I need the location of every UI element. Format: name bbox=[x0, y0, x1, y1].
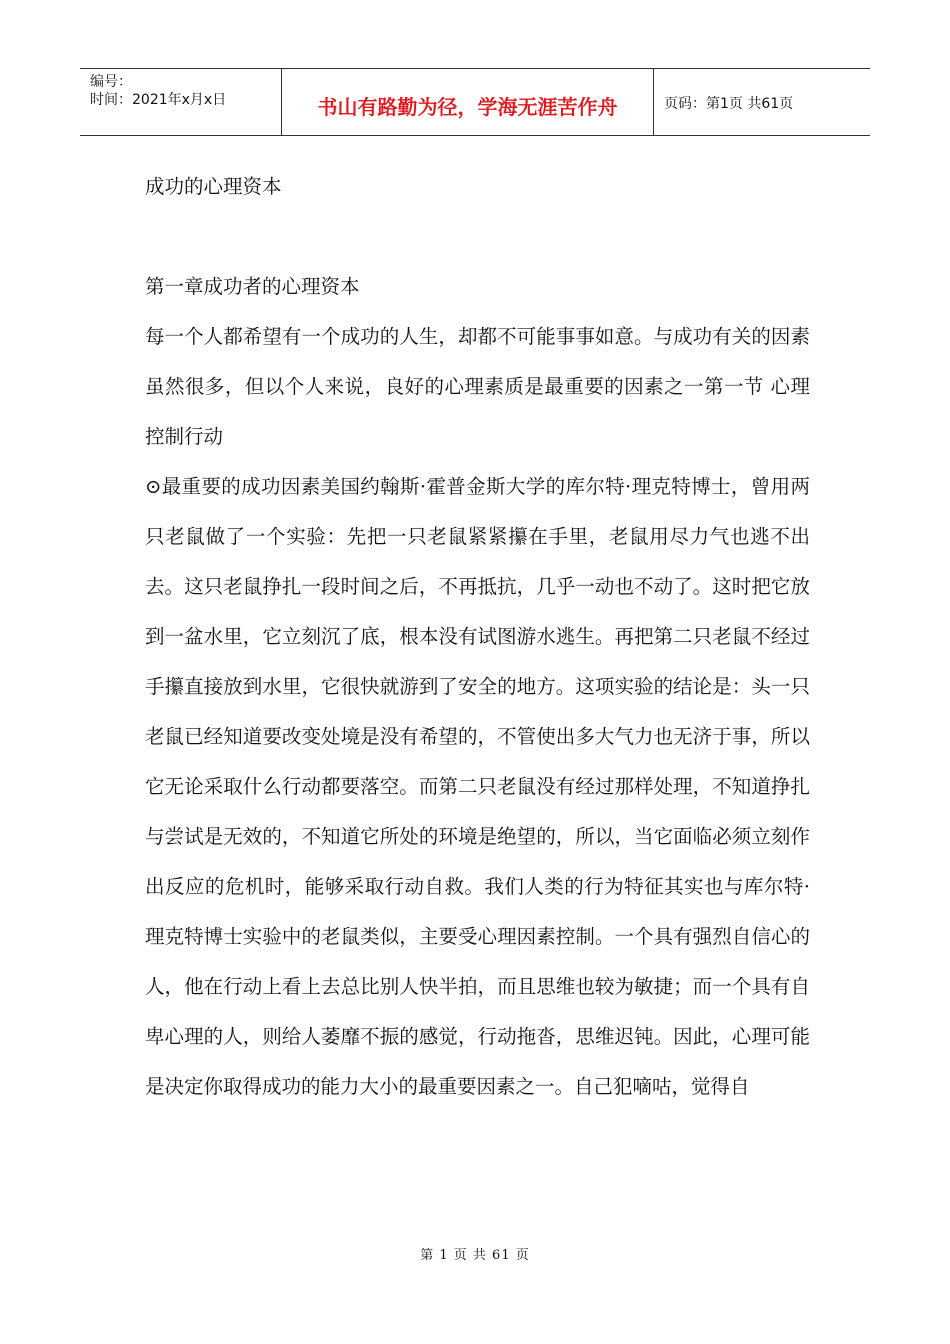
document-number: 编号： bbox=[90, 74, 132, 90]
document-content bbox=[145, 162, 810, 1112]
chapter-heading: 第一章成功者的心理资本 bbox=[145, 275, 360, 298]
intro-paragraph: 每一个人都希望有一个成功的人生，却都不可能事事如意。与成功有关的因素虽然很多，但以个人来说，良好的心理素质是最重要的因素之一第一节 心理控制行动 bbox=[145, 325, 810, 448]
header-page-info: 页码：第1页 共61页 bbox=[664, 96, 794, 112]
document-time: 时间：2021年x月x日 bbox=[90, 92, 227, 108]
page-header bbox=[80, 68, 870, 136]
page-footer: 第 1 页 共 61 页 bbox=[420, 1248, 530, 1263]
document-title: 成功的心理资本 bbox=[145, 175, 282, 198]
header-meta bbox=[80, 69, 282, 135]
body-paragraph: ⊙最重要的成功因素美国约翰斯·霍普金斯大学的库尔特·理克特博士，曾用两只老鼠做了一个实验：先把一只老鼠紧紧攥在手里，老鼠用尽力气也逃不出去。这只老鼠挣扎一段时间之后，不再抵抗，几乎一动也不动了。这时把它放到一盆水里，它立刻沉了底，根本没有试图游水逃生。再把第二只老鼠不经过手攥直接放到水里，它很快就游到了安全的地方。这项实验的结论是：头一只老鼠已经知道要改变处境是没有希望的，不管使出多大气力也无济于事，所以它无论采取什么行动都要落空。而第二只老鼠没有经过那样处理，不知道挣扎与尝试是无效的，不知道它所处的环境是绝望的，所以，当它面临必须立刻作出反应的危机时，能够采取行动自救。我们人类的行为特征其实也与库尔特·理克特博士实验中的老鼠类似，主要受心理因素控制。一个具有强烈自信心的人，他在行动上看上去总比别人快半拍，而且思维也较为敏捷；而一个具有自卑心理的人，则给人萎靡不振的感觉，行动拖沓，思维迟钝。因此，心理可能是决定你取得成功的能力大小的最重要因素之一。自己犯嘀咕，觉得自 bbox=[145, 475, 810, 1098]
header-motto: 书山有路勤为径，学海无涯苦作舟 bbox=[282, 69, 654, 135]
